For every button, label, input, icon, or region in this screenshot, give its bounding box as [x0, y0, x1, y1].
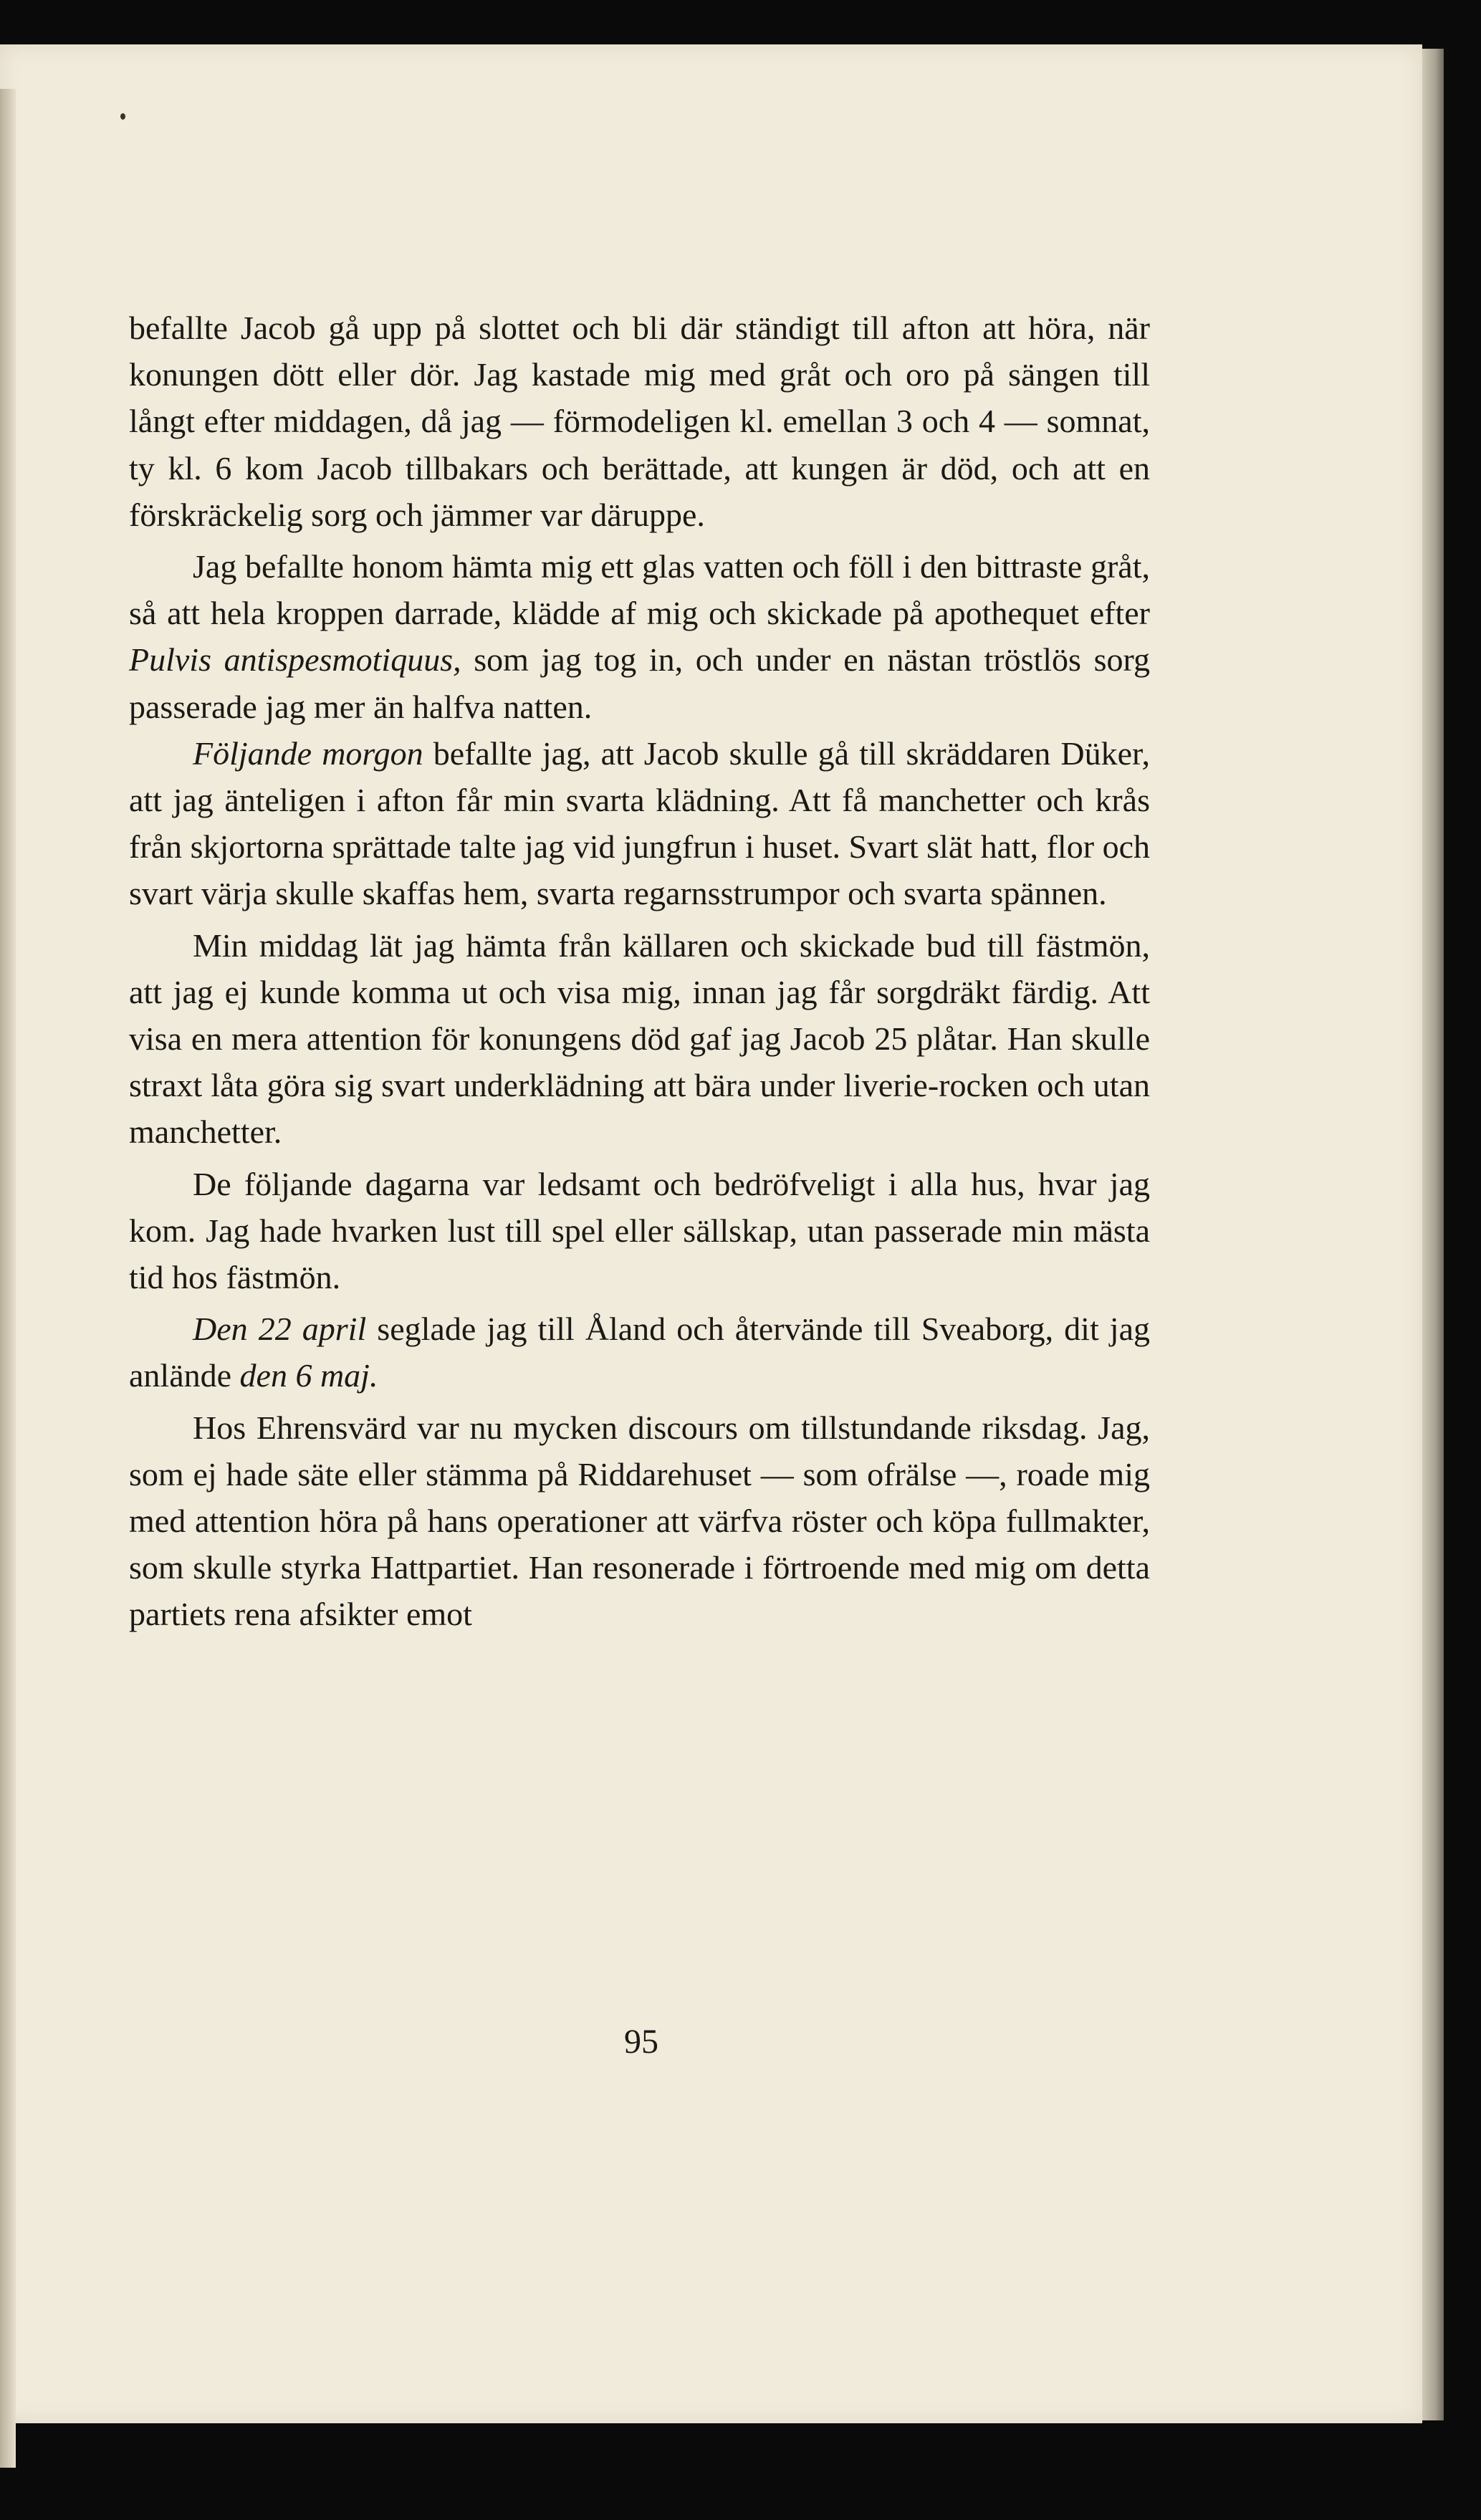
- page-number: 95: [624, 2023, 658, 2061]
- text-run: De följande dagarna var ledsamt och bedröfveligt i alla hus, hvar jag kom. Jag hade hvarken lust till spel eller sällskap, utan passerade min mästa tid hos fästmön.: [129, 1165, 1150, 1296]
- paragraph: [129, 1305, 1150, 1399]
- paragraph: [129, 543, 1150, 730]
- body-text: [129, 305, 1150, 1638]
- ink-speck: [120, 113, 125, 120]
- paragraph: [129, 1404, 1150, 1638]
- italic-text-run: den 6 maj.: [239, 1357, 378, 1394]
- binding-gutter: [0, 89, 16, 2468]
- paragraph: [129, 922, 1150, 1156]
- paragraph: [129, 305, 1150, 538]
- italic-text-run: Pulvis antispesmotiquus,: [129, 641, 461, 679]
- italic-text-run: Den 22 april: [193, 1311, 367, 1348]
- text-run: seglade jag till Åland och återvände till Sveaborg, dit jag anlände: [129, 1311, 1150, 1394]
- text-run: som jag tog in, och under en nästan tröstlös sorg passerade jag mer än halfva natten.: [129, 641, 1150, 725]
- text-run: Hos Ehrensvärd var nu mycken discours om tillstundande riksdag. Jag, som ej hade säte eller stämma på Riddarehuset — som ofrälse —, roade mig med attention höra på hans operationer att värfva röster och köpa fullmakter, som skulle styrka Hattpartiet. Han resonerade i förtroende med mig om detta partiets rena afsikter emot: [129, 1409, 1150, 1633]
- text-run: befallte jag, att Jacob skulle gå till skräddaren Düker, att jag änteligen i afton får min svarta klädning. Att få manchetter och krås från skjortorna sprättade talte jag vid jungfrun i huset. Svart slät hatt, flor och svart värja skulle skaffas hem, svarta regarnsstrumpor och svarta spännen.: [129, 734, 1151, 912]
- paragraph: [129, 730, 1150, 917]
- text-run: Min middag lät jag hämta från källaren och skickade bud till fästmön, att jag ej kunde komma ut och visa mig, innan jag får sorgdräkt färdig. Att visa en mera attention för konungens död gaf jag Jacob 25 plåtar. Han skulle straxt låta göra sig svart underklädning att bära under liverie-rocken och utan manchetter.: [129, 926, 1150, 1151]
- paragraph: [129, 1161, 1150, 1301]
- text-run: befallte Jacob gå upp på slottet och bli där ständigt till afton att höra, när konungen dött eller dör. Jag kastade mig med gråt och oro på sängen till långt efter middagen, då jag — förmodeligen kl. emellan 3 och 4 — somnat, ty kl. 6 kom Jacob tillbakars och berättade, att kungen är död, och att en förskräckelig sorg och jämmer var däruppe.: [129, 310, 1150, 533]
- italic-text-run: Följande morgon: [193, 734, 423, 772]
- text-run: Jag befallte honom hämta mig ett glas vatten och föll i den bittraste gråt, så att hela kroppen darrade, klädde af mig och skickade på apothequet efter: [129, 548, 1150, 632]
- page-stack-edge: [1422, 49, 1444, 2420]
